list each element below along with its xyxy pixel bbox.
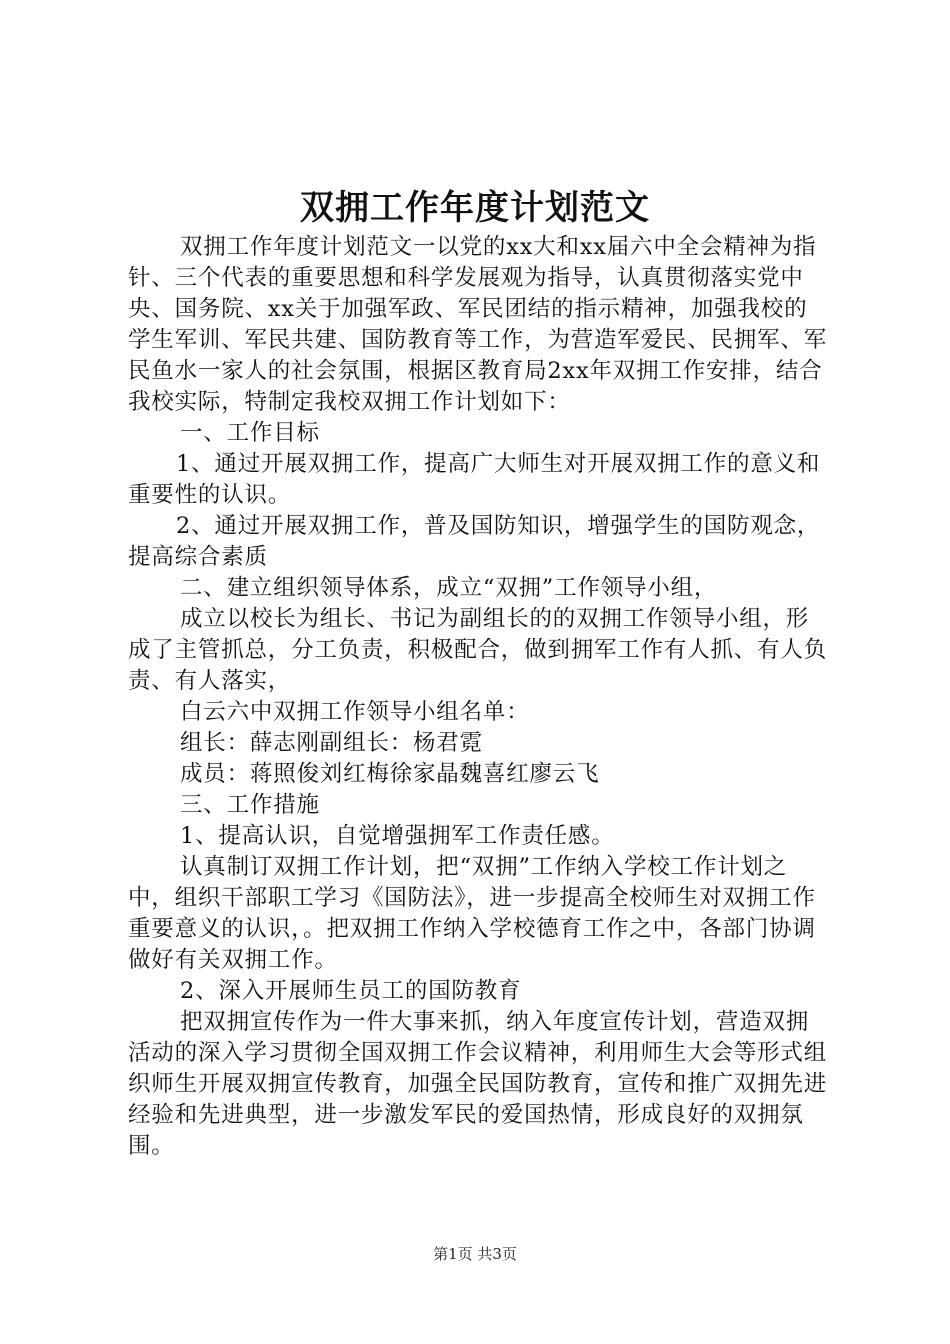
paragraph-plan: 认真制订双拥工作计划，把“双拥”工作纳入学校工作计划之中，组织干部职工学习《国防法》，进一步提高全校师生对双拥工作重要意义的认识，。把双拥工作纳入学校德育工作之中，各部门协调做好有关双拥工作。 xyxy=(128,854,816,973)
paragraph-list-title: 白云六中双拥工作领导小组名单： xyxy=(180,699,530,725)
paragraph-intro: 双拥工作年度计划范文一以党的xx大和xx届六中全会精神为指针、三个代表的重要思想和科学发展观为指导，认真贯彻落实党中央、国务院、xx关于加强军政、军民团结的指示精神，加强我校的学生军训、军民共建、国防教育等工作，为营造军爱民、民拥军、军民鱼水一家人的社会氛围，根据区教育局2xx年双拥工作安排，结合我校实际，特制定我校双拥工作计划如下： xyxy=(128,234,828,415)
paragraph-measure-1: 1、提高认识，自觉增强拥军工作责任感。 xyxy=(180,823,615,849)
paragraph-measure-2: 2、深入开展师生员工的国防教育 xyxy=(180,978,522,1004)
page-number: 第1页 共3页 xyxy=(433,1245,517,1263)
paragraph-publicity: 把双拥宣传作为一件大事来抓，纳入年度宣传计划，营造双拥活动的深入学习贯彻全国双拥工作会议精神，利用师生大会等形式组织师生开展双拥宣传教育，加强全民国防教育，宣传和推广双拥先进经验和先进典型，进一步激发军民的爱国热情，形成良好的双拥氛围。 xyxy=(128,1009,828,1159)
paragraph-organization: 成立以校长为组长、书记为副组长的的双拥工作领导小组，形成了主管抓总，分工负责，积极配合，做到拥军工作有人抓、有人负责、有人落实， xyxy=(128,606,828,694)
paragraph-leaders: 组长：薛志刚副组长：杨君霓 xyxy=(180,730,483,756)
document-title: 双拥工作年度计划范文 xyxy=(300,188,650,228)
heading-measures: 三、工作措施 xyxy=(180,792,320,818)
heading-work-goals: 一、工作目标 xyxy=(180,420,320,446)
paragraph-members: 成员：蒋照俊刘红梅徐家晶魏喜红廖云飞 xyxy=(180,761,600,787)
paragraph-goal-2: 2、通过开展双拥工作，普及国防知识，增强学生的国防观念，提高综合素质 xyxy=(128,513,821,570)
paragraph-goal-1: 1、通过开展双拥工作，提高广大师生对开展双拥工作的意义和重要性的认识。 xyxy=(128,451,821,508)
document-body xyxy=(128,232,828,1162)
heading-organization: 二、建立组织领导体系，成立“双拥”工作领导小组， xyxy=(180,575,718,601)
